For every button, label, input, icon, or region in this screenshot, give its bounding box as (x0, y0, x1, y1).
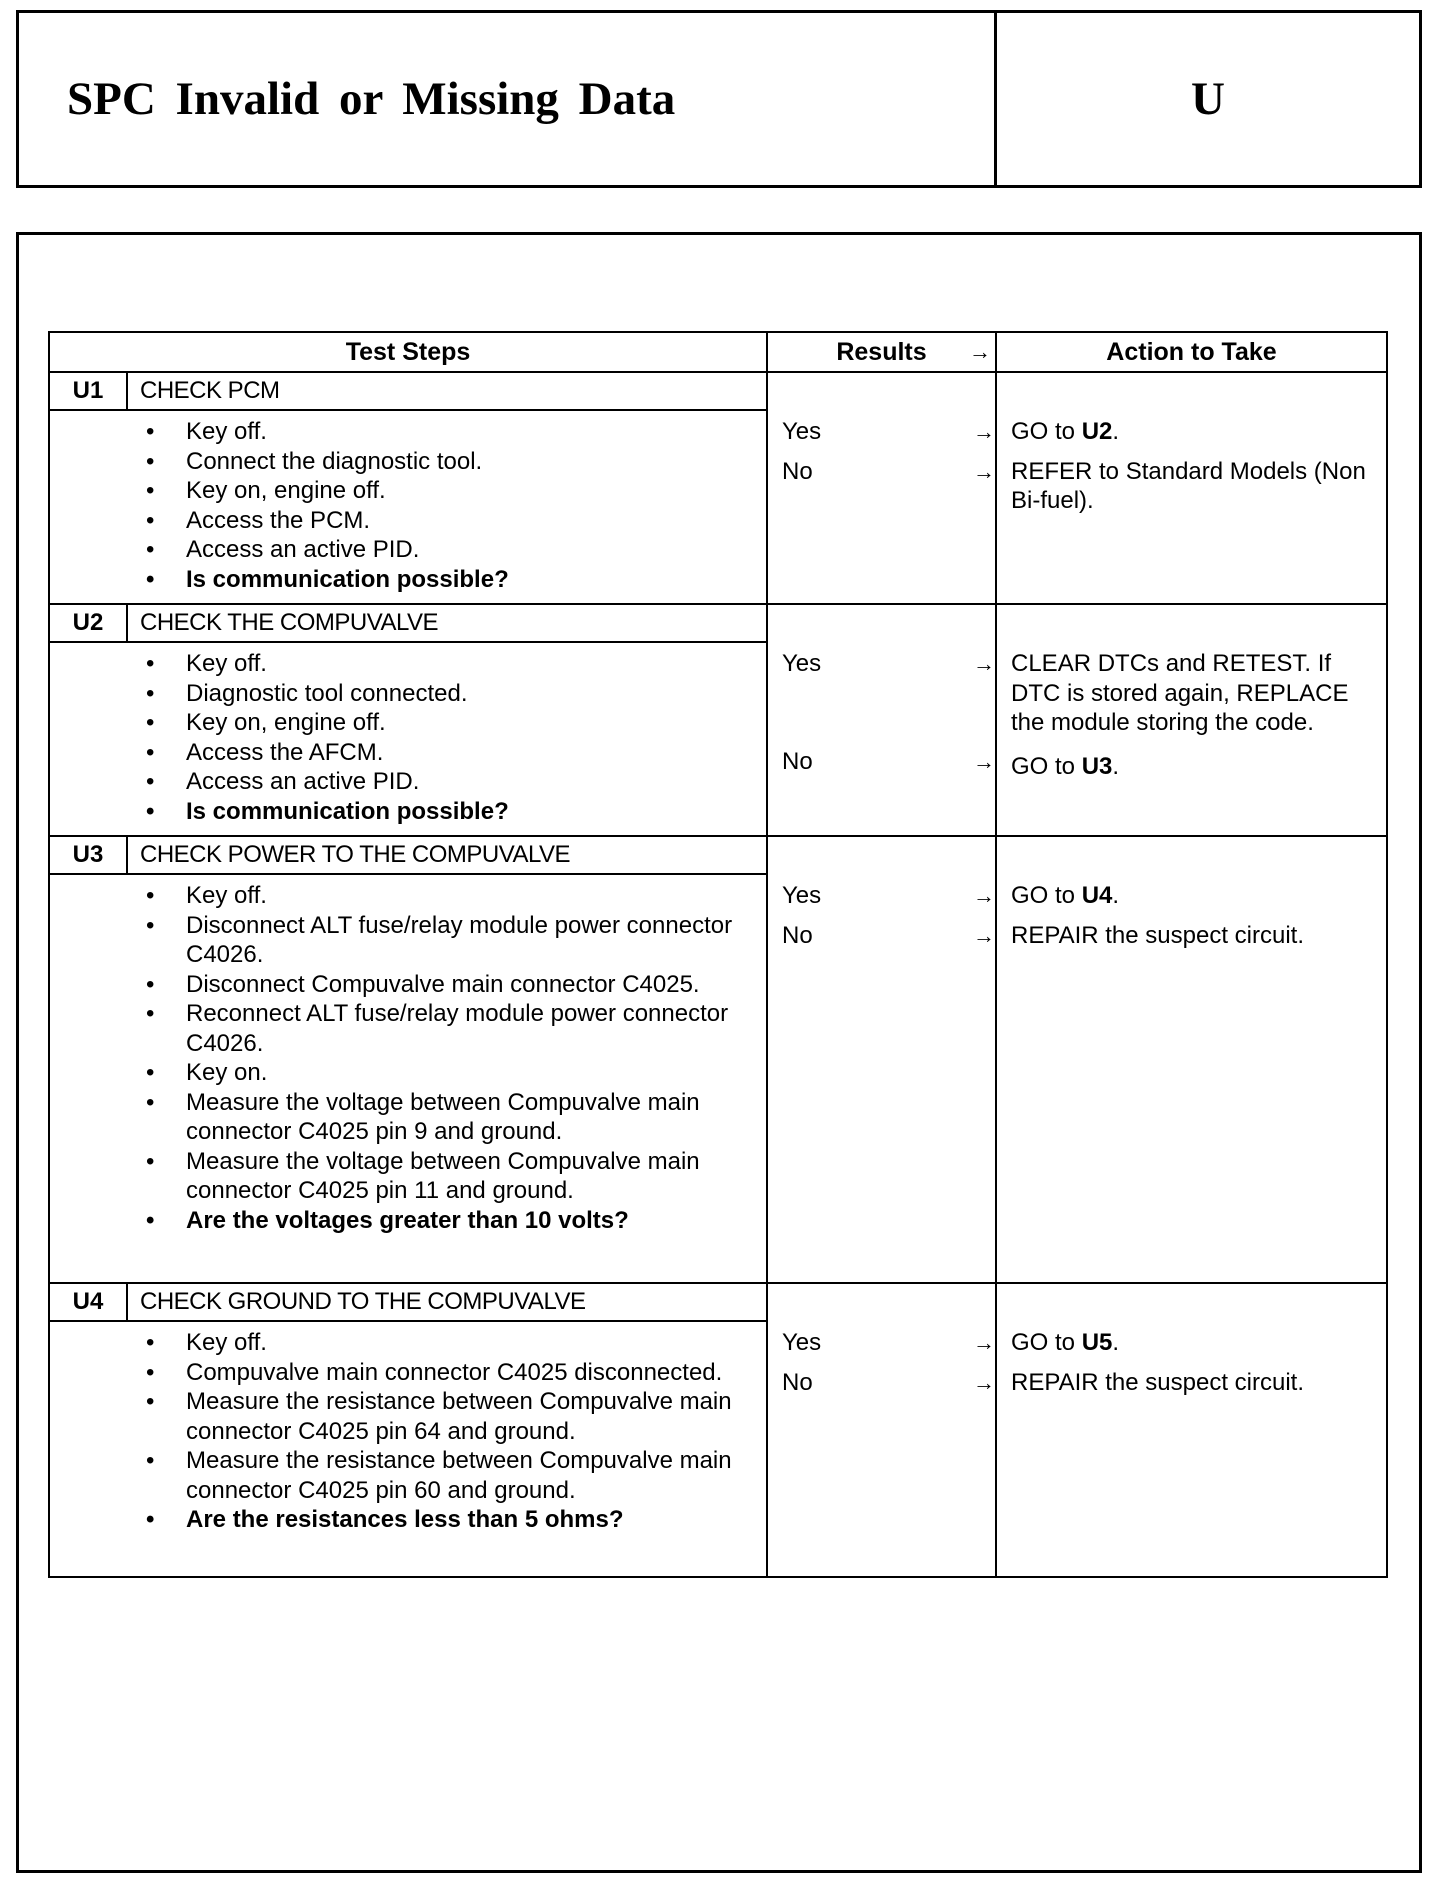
header-test-steps: Test Steps (50, 333, 768, 371)
action-column (997, 1284, 1386, 1576)
result-label: No (782, 457, 813, 485)
result-label: No (782, 921, 813, 949)
action-text-main: GO to (1011, 1329, 1082, 1356)
steps-column (50, 605, 768, 835)
action-text-main: REPAIR the suspect circuit. (1011, 921, 1304, 949)
step-item: • Disconnect Compuvalve main connector C4025. (50, 970, 766, 1000)
page-header (16, 10, 1422, 188)
action-step-ref: U2 (1081, 418, 1113, 445)
right-arrow-icon: → (969, 339, 991, 364)
action-text-main: GO to (1011, 882, 1082, 909)
step-item: • Key on, engine off. (50, 476, 766, 506)
result-label: No (782, 1368, 813, 1396)
table-header (48, 331, 1388, 373)
action-text (997, 921, 1386, 951)
action-step-ref: U5 (1081, 1329, 1113, 1356)
step-item: • Measure the voltage between Compuvalve main connector C4025 pin 9 and ground. (50, 1088, 766, 1147)
result-no (768, 747, 995, 777)
result-yes (768, 881, 995, 911)
step-header (50, 373, 766, 411)
test-step-u2 (48, 605, 1388, 837)
test-step-u1 (48, 373, 1388, 605)
table-body (48, 373, 1388, 1578)
action-text-end: . (1112, 752, 1120, 780)
section-code: U (1191, 73, 1225, 125)
result-yes (768, 649, 995, 679)
action-text-end: . (1112, 882, 1120, 909)
step-item: • Key off. (50, 649, 766, 679)
action-text-main: GO to (1011, 418, 1082, 445)
step-item: • Disconnect ALT fuse/relay module power connector C4026. (50, 911, 766, 970)
steps-column (50, 837, 768, 1282)
right-arrow-icon: → (973, 922, 995, 948)
step-question: • Is communication possible? (50, 797, 766, 827)
step-item: • Key on, engine off. (50, 708, 766, 738)
action-column (997, 605, 1386, 835)
test-step-u3 (48, 837, 1388, 1284)
step-item: • Key on. (50, 1058, 766, 1088)
right-arrow-icon: → (973, 1369, 995, 1395)
action-text (997, 1328, 1386, 1358)
step-item: • Measure the voltage between Compuvalve main connector C4025 pin 11 and ground. (50, 1147, 766, 1206)
step-title: CHECK PCM (140, 377, 280, 404)
step-item: • Diagnostic tool connected. (50, 679, 766, 709)
result-label: Yes (782, 882, 822, 909)
right-arrow-icon: → (973, 458, 995, 484)
result-yes (768, 1328, 995, 1358)
step-list (50, 1322, 766, 1539)
result-no (768, 457, 995, 487)
step-header (50, 837, 766, 875)
results-column (768, 837, 997, 1282)
action-text-end: . (1112, 1329, 1120, 1356)
right-arrow-icon: → (973, 651, 995, 676)
steps-column (50, 1284, 768, 1576)
result-no (768, 921, 995, 951)
header-action: Action to Take (1106, 337, 1277, 366)
step-item: • Access an active PID. (50, 535, 766, 565)
step-item: • Access an active PID. (50, 767, 766, 797)
action-column (997, 373, 1386, 603)
action-column (997, 837, 1386, 1282)
step-item: • Connect the diagnostic tool. (50, 447, 766, 477)
action-text (997, 881, 1386, 911)
test-step-u4 (48, 1284, 1388, 1578)
action-text (997, 457, 1386, 516)
step-item: • Key off. (50, 417, 766, 447)
action-step-ref: U3 (1081, 752, 1113, 780)
step-question: • Are the resistances less than 5 ohms? (50, 1505, 766, 1535)
step-title: CHECK THE COMPUVALVE (140, 609, 439, 636)
step-list (50, 643, 766, 830)
right-arrow-icon: → (973, 883, 995, 908)
step-list (50, 875, 766, 1239)
action-text (997, 752, 1386, 782)
action-text-end: . (1112, 418, 1120, 445)
action-text-main: CLEAR DTCs and RETEST. If DTC is stored again, REPLACE the module storing the code. (1011, 650, 1349, 736)
step-item: • Compuvalve main connector C4025 disconnected. (50, 1358, 766, 1388)
header-results (768, 333, 997, 371)
step-id: U3 (50, 837, 128, 873)
step-item: • Access the PCM. (50, 506, 766, 536)
steps-column (50, 373, 768, 603)
right-arrow-icon: → (973, 419, 995, 444)
step-item: • Measure the resistance between Compuvalve main connector C4025 pin 60 and ground. (50, 1446, 766, 1505)
step-item: • Access the AFCM. (50, 738, 766, 768)
results-column (768, 373, 997, 603)
result-label: Yes (782, 418, 822, 445)
result-label: No (782, 747, 813, 775)
action-text (997, 417, 1386, 447)
step-item: • Reconnect ALT fuse/relay module power connector C4026. (50, 999, 766, 1058)
step-item: • Key off. (50, 881, 766, 911)
diagnostic-table (48, 331, 1388, 1578)
result-label: Yes (782, 650, 822, 677)
step-id: U2 (50, 605, 128, 641)
action-step-ref: U4 (1081, 882, 1113, 909)
action-text (997, 1368, 1386, 1398)
step-header (50, 605, 766, 643)
step-title: CHECK GROUND TO THE COMPUVALVE (140, 1288, 586, 1315)
step-title: CHECK POWER TO THE COMPUVALVE (140, 841, 571, 868)
step-item: • Key off. (50, 1328, 766, 1358)
results-column (768, 1284, 997, 1576)
step-question: • Is communication possible? (50, 565, 766, 595)
step-question: • Are the voltages greater than 10 volts? (50, 1206, 766, 1236)
step-header (50, 1284, 766, 1322)
action-text-main: REPAIR the suspect circuit. (1011, 1368, 1304, 1396)
right-arrow-icon: → (973, 1330, 995, 1355)
page-title: SPC Invalid or Missing Data (19, 13, 997, 185)
results-column (768, 605, 997, 835)
action-text (997, 649, 1386, 738)
result-yes (768, 417, 995, 447)
step-id: U4 (50, 1284, 128, 1320)
result-label: Yes (782, 1329, 822, 1356)
step-item: • Measure the resistance between Compuvalve main connector C4025 pin 64 and ground. (50, 1387, 766, 1446)
result-no (768, 1368, 995, 1398)
step-list (50, 411, 766, 598)
header-results-label: Results (836, 337, 927, 366)
step-id: U1 (50, 373, 128, 409)
action-text-main: REFER to Standard Models (Non Bi-fuel). (1011, 457, 1366, 514)
right-arrow-icon: → (973, 748, 995, 774)
action-text-main: GO to (1011, 752, 1082, 780)
